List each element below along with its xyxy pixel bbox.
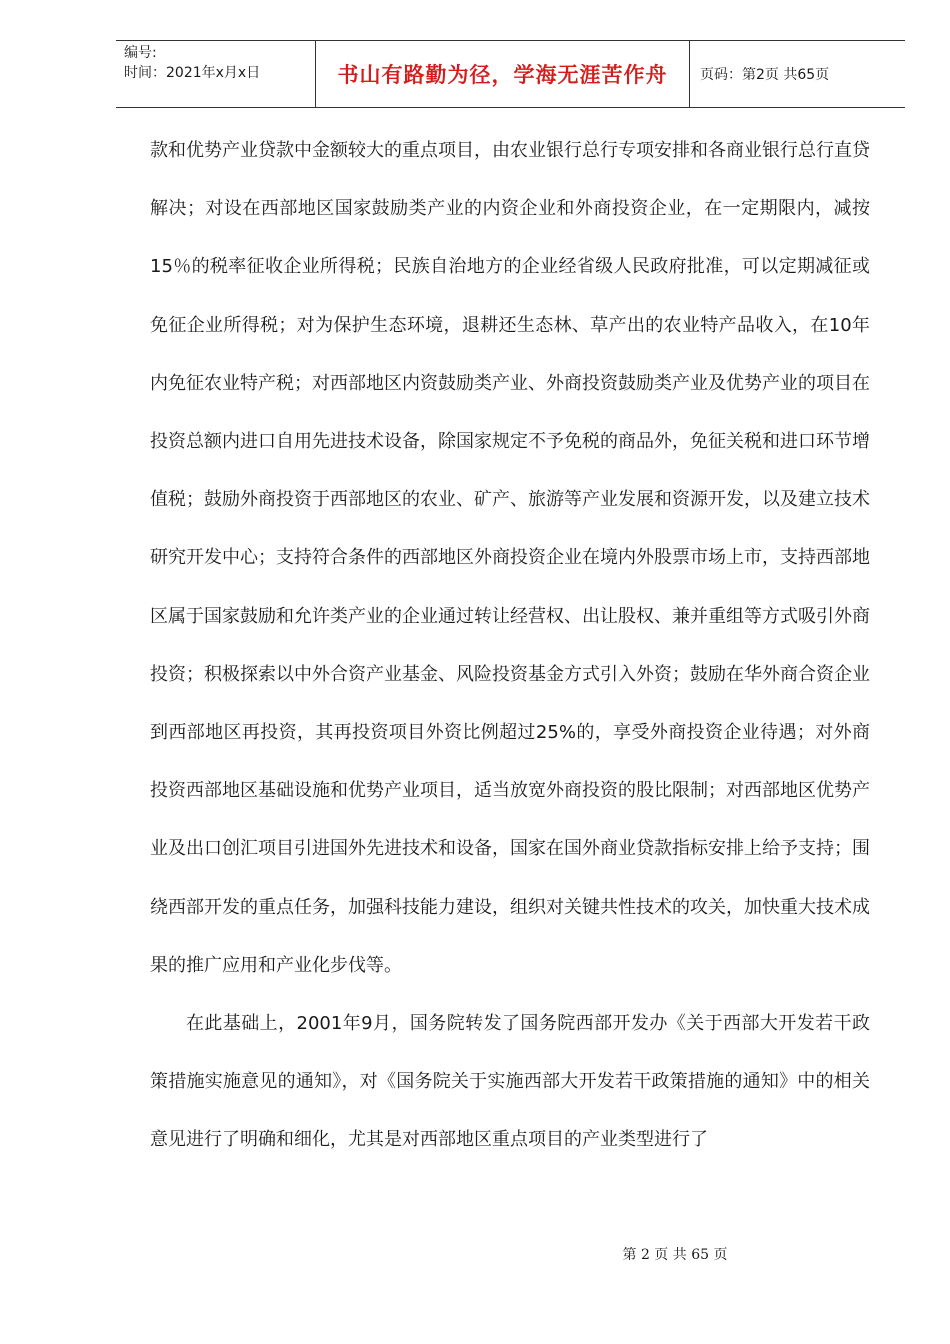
page-footer: 第 2 页 共 65 页 (622, 1247, 728, 1263)
document-code-label: 编号: (124, 45, 157, 61)
header-page-number: 页码：第2页 共65页 (700, 67, 830, 83)
page-header (116, 40, 905, 108)
body-paragraph: 款和优势产业贷款中金额较大的重点项目，由农业银行总行专项安排和各商业银行总行直贷解决；对设在西部地区国家鼓励类产业的内资企业和外商投资企业，在一定期限内，减按15％的税率征收企业所得税；民族自治地方的企业经省级人民政府批准，可以定期减征或免征企业所得税；对为保护生态环境，退耕还生态林、草产出的农业特产品收入，在10年内免征农业特产税；对西部地区内资鼓励类产业、外商投资鼓励类产业及优势产业的项目在投资总额内进口自用先进技术设备，除国家规定不予免税的商品外，免征关税和进口环节增值税；鼓励外商投资于西部地区的农业、矿产、旅游等产业发展和资源开发，以及建立技术研究开发中心；支持符合条件的西部地区外商投资企业在境内外股票市场上市，支持西部地区属于国家鼓励和允许类产业的企业通过转让经营权、出让股权、兼并重组等方式吸引外商投资；积极探索以中外合资产业基金、风险投资基金方式引入外资；鼓励在华外商合资企业到西部地区再投资，其再投资项目外资比例超过25%的，享受外商投资企业待遇；对外商投资西部地区基础设施和优势产业项目，适当放宽外商投资的股比限制；对西部地区优势产业及出口创汇项目引进国外先进技术和设备，国家在国外商业贷款指标安排上给予支持；围绕西部开发的重点任务，加强科技能力建设，组织对关键共性技术的攻关，加快重大技术成果的推广应用和产业化步伐等。 (150, 140, 870, 976)
header-meta (116, 41, 316, 107)
document-time-label: 时间：2021年x月x日 (124, 65, 261, 81)
document-body (150, 122, 870, 1170)
body-paragraph: 在此基础上，2001年9月，国务院转发了国务院西部开发办《关于西部大开发若干政策措施实施意见的通知》，对《国务院关于实施西部大开发若干政策措施的通知》中的相关意见进行了明确和细化，尤其是对西部地区重点项目的产业类型进行了 (150, 1013, 870, 1151)
header-motto: 书山有路勤为径，学海无涯苦作舟 (316, 41, 690, 107)
